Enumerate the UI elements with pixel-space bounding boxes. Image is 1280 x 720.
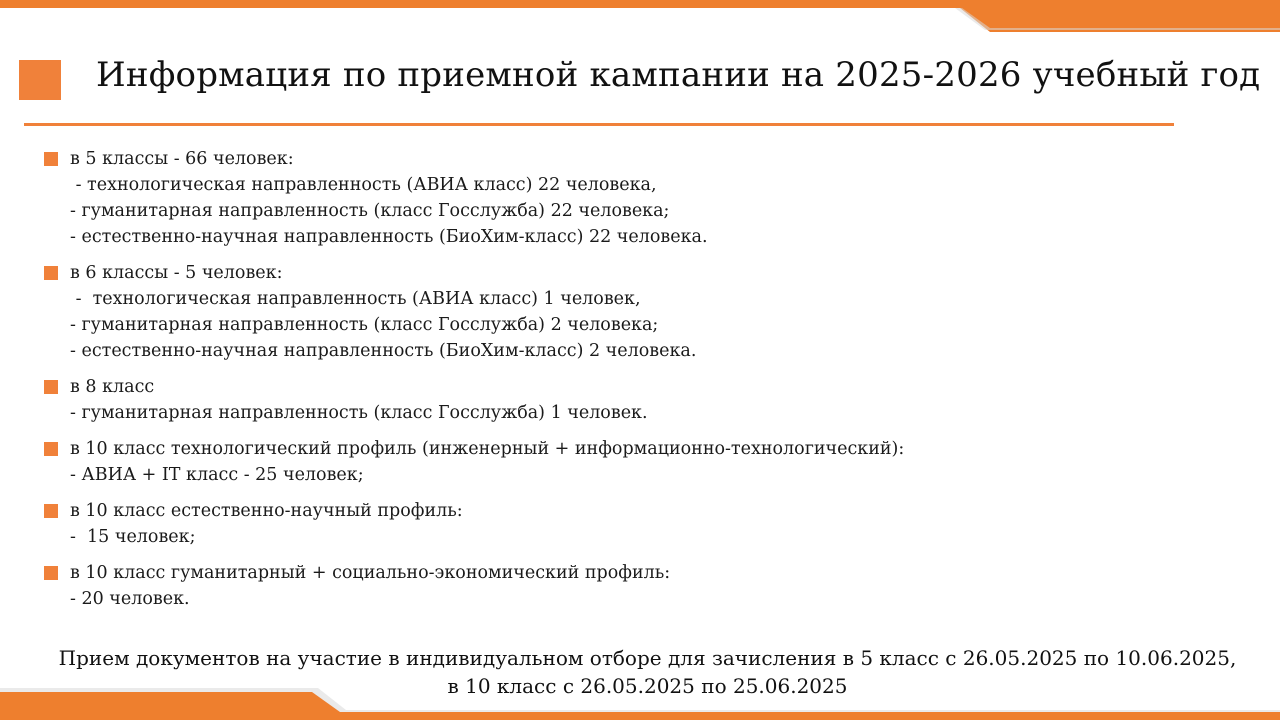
top-decorative-bar bbox=[0, 0, 1280, 34]
list-item bbox=[44, 374, 1044, 426]
item-heading: в 5 классы - 66 человек: bbox=[70, 149, 294, 169]
square-bullet-icon bbox=[44, 266, 58, 280]
title-marker-square bbox=[19, 60, 61, 100]
title-underline bbox=[24, 123, 1174, 126]
square-bullet-icon bbox=[44, 152, 58, 166]
list-item bbox=[44, 436, 1044, 488]
item-heading: в 10 класс естественно-научный профиль: bbox=[70, 501, 463, 521]
bottom-bar-stripe bbox=[0, 692, 1280, 720]
admissions-list bbox=[44, 146, 1044, 612]
list-item bbox=[44, 498, 1044, 550]
item-heading: в 10 класс технологический профиль (инженерный + информационно-технологический): bbox=[70, 439, 905, 459]
item-heading: в 10 класс гуманитарный + социально-экономический профиль: bbox=[70, 563, 671, 583]
page-title: Информация по приемной кампании на 2025-2026 учебный год bbox=[96, 55, 1261, 95]
top-bar-inner bbox=[962, 8, 1280, 28]
item-detail: - гуманитарная направленность (класс Госслужба) 2 человека; bbox=[70, 315, 659, 335]
square-bullet-icon bbox=[44, 504, 58, 518]
list-item bbox=[44, 560, 1044, 612]
square-bullet-icon bbox=[44, 442, 58, 456]
item-detail: - технологическая направленность (АВИА класс) 1 человек, bbox=[70, 289, 641, 309]
square-bullet-icon bbox=[44, 380, 58, 394]
square-bullet-icon bbox=[44, 566, 58, 580]
item-detail: - 15 человек; bbox=[70, 527, 196, 547]
item-detail: - АВИА + IT класс - 25 человек; bbox=[70, 465, 364, 485]
footer-line-2: в 10 класс с 26.05.2025 по 25.06.2025 bbox=[447, 674, 848, 698]
bottom-decorative-bar bbox=[0, 684, 1280, 720]
item-heading: в 6 классы - 5 человек: bbox=[70, 263, 283, 283]
item-detail: - технологическая направленность (АВИА класс) 22 человека, bbox=[70, 175, 657, 195]
footer-line-1: Прием документов на участие в индивидуальном отборе для зачисления в 5 класс с 26.05.2025 по 10.06.2025, bbox=[58, 646, 1237, 670]
item-detail: - гуманитарная направленность (класс Госслужба) 22 человека; bbox=[70, 201, 670, 221]
item-detail: - естественно-научная направленность (БиоХим-класс) 22 человека. bbox=[70, 227, 708, 247]
item-detail: - гуманитарная направленность (класс Госслужба) 1 человек. bbox=[70, 403, 648, 423]
list-item bbox=[44, 146, 1044, 250]
item-detail: - 20 человек. bbox=[70, 589, 190, 609]
item-detail: - естественно-научная направленность (БиоХим-класс) 2 человека. bbox=[70, 341, 697, 361]
list-item bbox=[44, 260, 1044, 364]
item-heading: в 8 класс bbox=[70, 377, 155, 397]
